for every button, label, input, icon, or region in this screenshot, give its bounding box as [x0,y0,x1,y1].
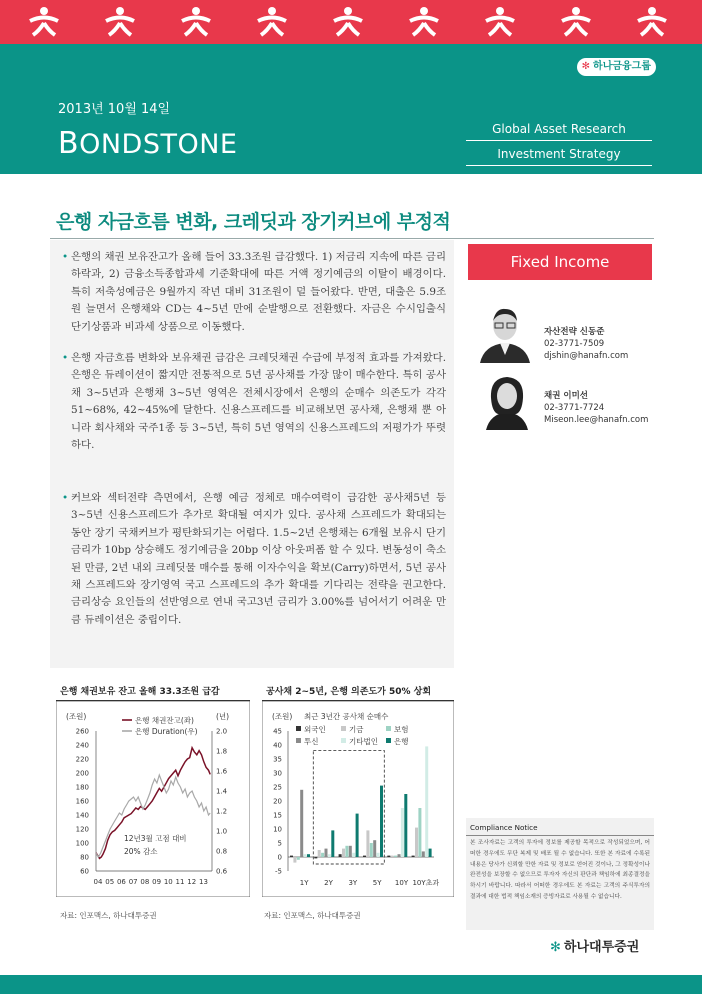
author-email: djshin@hanafn.com [544,351,629,361]
bar [391,856,394,857]
legend-label: 외국인 [304,725,326,734]
subline-research: Global Asset Research [492,122,626,136]
y-tick-label: 200 [75,769,89,778]
bar [366,830,369,857]
y-axis-label: (조원) [66,712,87,721]
bullet-icon: • [62,251,69,263]
bond-balance-chart [56,701,250,897]
legend-swatch [296,738,301,743]
bar [342,849,345,857]
y2-tick-label: 0.6 [216,867,228,876]
section-label: Fixed Income [468,244,652,280]
y-tick-label: 60 [80,867,89,876]
legend-label: 투신 [304,737,319,746]
y-tick-label: 15 [273,811,282,820]
bar [418,808,421,857]
subline-strategy: Investment Strategy [497,147,621,161]
bar [318,850,321,857]
chart-annotation: 20% 감소 [124,847,158,856]
bullet-text: 은행 자금흐름 변화와 보유채권 급감은 크레딧채권 수급에 부정적 효과를 가져왔다. 은행은 듀레이션이 짧지만 전통적으로 5년 공사채를 가장 많이 매수한다. 특히 공사채 3~5년과 은행채 3~5년 영역은 전체시장에서 은행의 순매수 의존도가 각각 51~68%, 42~45%에 달한다. 신용스프레드를 비교해보면 공사채, 은행채 뿐 아니라 회사채와 국주1종 등 3~5년, 특히 5년 영역의 신용스프레드의 저평가가 뚜렷하다. [71,352,446,452]
report-date: 2013년 10월 14일 [58,102,171,117]
legend-label: 기금 [349,725,364,734]
top-logo-strip [0,0,702,44]
bar [307,854,310,857]
x-tick-label: 13 [198,878,208,886]
x-tick-label: 1Y [299,879,309,887]
brand-title [58,126,237,161]
bar [349,846,352,857]
bar [401,808,404,857]
bar [328,854,331,857]
y-tick-label: -5 [275,867,282,876]
author-email: Miseon.lee@hanafn.com [544,415,649,425]
bar [363,856,366,857]
compliance-rule [466,835,654,836]
y-tick-label: 240 [75,741,89,750]
brand-rest: ONDSTONE [79,129,238,160]
hana-symbol-icon [176,4,216,40]
hana-symbol-icon [632,4,672,40]
x-tick-label: 5Y [372,879,382,887]
y-tick-label: 220 [75,755,89,764]
bar [377,853,380,857]
y-tick-label: 40 [273,741,282,750]
bar [304,854,307,857]
compliance-notice [466,818,654,930]
y2-tick-label: 2.0 [216,727,228,736]
hana-mark-icon: ✻ [581,61,591,72]
bar [297,857,300,860]
bar [339,854,342,857]
bar [380,786,383,857]
x-tick-label: 05 [105,878,115,886]
bar [394,856,397,857]
y-tick-label: 25 [273,783,282,792]
legend-swatch [341,738,346,743]
net-purchase-chart [262,701,454,897]
x-tick-label: 06 [116,878,126,886]
y2-tick-label: 1.2 [216,807,228,816]
x-tick-label: 08 [140,878,150,886]
chart-source: 자료: 인포맥스, 하나대투증권 [264,911,361,920]
chart-annotation: 12년3월 고점 대비 [124,834,187,843]
y2-tick-label: 1.8 [216,747,228,756]
author-name: 자산전략 신동준 [544,327,605,337]
bullet-paragraph [62,249,446,336]
bullet-text: 은행의 채권 보유잔고가 올해 들어 33.3조원 급감했다. 1) 저금리 지속에 따른 금리하락과, 2) 금융소득종합과세 기준확대에 따른 거액 정기예금의 이탈이 배경이다. 특히 저축성예금은 9월까지 작년 대비 31조원이 덜 들어왔다. 반면, 대출은 5.9조원 늘면서 은행채와 CD는 4~5년 만에 순발행으로 전환했다. 자금은 수시입출식 단기상품과 비과세 상품으로 이동했다. [71,251,446,333]
legend-label: 은행 채권잔고(좌) [135,716,194,725]
legend-swatch [341,726,346,731]
bar [422,851,425,857]
legend-swatch [386,726,391,731]
y-tick-label: 35 [273,755,282,764]
chart-source: 자료: 인포맥스, 하나대투증권 [60,911,157,920]
legend-label: 은행 [394,737,409,746]
y-tick-label: 140 [75,811,89,820]
bar [415,828,418,857]
compliance-text: 본 조사자료는 고객의 투자에 정보를 제공할 목적으로 작성되었으며, 어떠한 경우에도 무단 복제 및 배포 될 수 없습니다. 또한 본 자료에 수록된 내용은 당사가 신뢰할 만한 자료 및 정보로 얻어진 것이나, 그 정확성이나 완전성을 보장할 수 없으므로 투자자 자신의 판단과 책임하에 최종결정을 하시기 바랍니다. 따라서 어떠한 경우에도 본 자료는 고객의 주식투자의 결과에 대한 법적 책임소재의 증빙자료로 사용될 수 없습니다. [470,840,650,900]
legend-label: 보험 [394,725,409,734]
bar [314,857,317,858]
y-tick-label: 30 [273,769,282,778]
y-tick-label: 20 [273,797,282,806]
bar [404,794,407,857]
y2-tick-label: 1.6 [216,767,228,776]
legend-swatch [386,738,391,743]
y2-axis-label: (년) [216,712,230,721]
bullet-paragraph [62,350,446,454]
bar [429,849,432,857]
y2-tick-label: 0.8 [216,847,228,856]
y-tick-label: 10 [273,825,282,834]
author-card [544,390,648,426]
author-phone: 02-3771-7509 [544,339,605,349]
brand-initial: B [58,126,80,161]
bar [425,746,428,857]
author-card [544,326,628,362]
y2-tick-label: 1.0 [216,827,228,836]
hana-symbol-icon [328,4,368,40]
chart-title: 은행 채권보유 잔고 올해 33.3조원 급감 [60,687,220,697]
bar [412,856,415,857]
bar [345,846,348,857]
y-tick-label: 160 [75,797,89,806]
hana-symbol-icon [404,4,444,40]
x-tick-label: 04 [93,878,103,886]
author-photo [478,305,532,363]
legend-label: 기타법인 [349,737,378,746]
x-tick-label: 10 [163,878,173,886]
group-logo-text: 하나금융그룹 [593,61,651,72]
company-logo [550,938,639,958]
x-tick-label: 3Y [348,879,358,887]
x-tick-label: 12 [187,878,197,886]
headline: 은행 자금흐름 변화, 크레딧과 장기커브에 부정적 [56,211,451,233]
y-tick-label: 0 [277,853,282,862]
bar [331,830,334,857]
bar [290,856,293,857]
hana-symbol-icon [480,4,520,40]
x-tick-label: 2Y [324,879,333,887]
bar [398,854,401,857]
bullet-paragraph [62,490,446,629]
legend-swatch [296,726,301,731]
bar [373,840,376,857]
bar [370,843,373,857]
y-tick-label: 100 [75,839,89,848]
bar [300,790,303,857]
x-tick-label: 10Y초과 [412,879,440,887]
y-tick-label: 180 [75,783,89,792]
hana-group-logo [577,58,656,76]
x-tick-label: 11 [175,878,185,886]
hana-mark-icon: ✻ [550,940,561,955]
bar [293,857,296,863]
x-tick-label: 07 [128,878,138,886]
compliance-title: Compliance Notice [470,823,538,832]
y-tick-label: 45 [273,727,282,736]
hana-symbol-icon [252,4,292,40]
bullet-icon: • [62,492,69,504]
y-tick-label: 5 [277,839,282,848]
author-photo [482,372,532,430]
author-phone: 02-3771-7724 [544,403,605,413]
bar [352,853,355,857]
x-tick-label: 10Y [394,879,409,887]
headline-rule [50,238,654,239]
hana-symbol-icon [100,4,140,40]
footer-band [0,975,702,994]
y-axis-label: (조원) [272,712,293,721]
author-name: 채권 이미선 [544,391,589,401]
y-tick-label: 120 [75,825,89,834]
chart-subtitle: 최근 3년간 공사채 순매수 [304,712,389,721]
bar [387,856,390,857]
bar [356,814,359,857]
legend-label: 은행 Duration(우) [135,727,198,736]
bar [325,849,328,857]
chart-title: 공사채 2~5년, 은행 의존도가 50% 상회 [266,687,432,697]
header-rule [466,140,652,141]
x-tick-label: 09 [152,878,162,886]
y-tick-label: 260 [75,727,89,736]
hana-symbol-icon [556,4,596,40]
bullet-icon: • [62,352,69,364]
y2-tick-label: 1.4 [216,787,228,796]
header-rule [466,165,652,166]
y-tick-label: 80 [80,853,89,862]
bullet-text: 커브와 섹터전략 측면에서, 은행 예금 정체로 매수여력이 급감한 공사채5년 등 3~5년 신용스프레드가 추가로 확대될 여지가 있다. 공사채 스프레드가 확대되는 동안 장기 국채커브가 평탄화되기는 어렵다. 1.5~2년 은행채는 6개월 보유시 단기금리가 10bp 상승해도 정기예금을 20bp 이상 아웃퍼폼 할 수 있다. 변동성이 축소된 만큼, 2년 내외 크레딧물 매수를 통해 이자수익을 확보(Carry)하면서, 5년 공사채 스프레드와 장기영역 국고 스프레드의 추가 확대를 기다리는 전략을 권고한다. 금리상승 요인들의 선반영으로 연내 국고3년 금리가 3.00%를 넘어서기 어려운 만큼 듀레이션은 중립이다. [71,492,446,626]
bar [321,853,324,857]
hana-symbol-icon [24,4,64,40]
company-name: 하나대투증권 [563,940,640,955]
